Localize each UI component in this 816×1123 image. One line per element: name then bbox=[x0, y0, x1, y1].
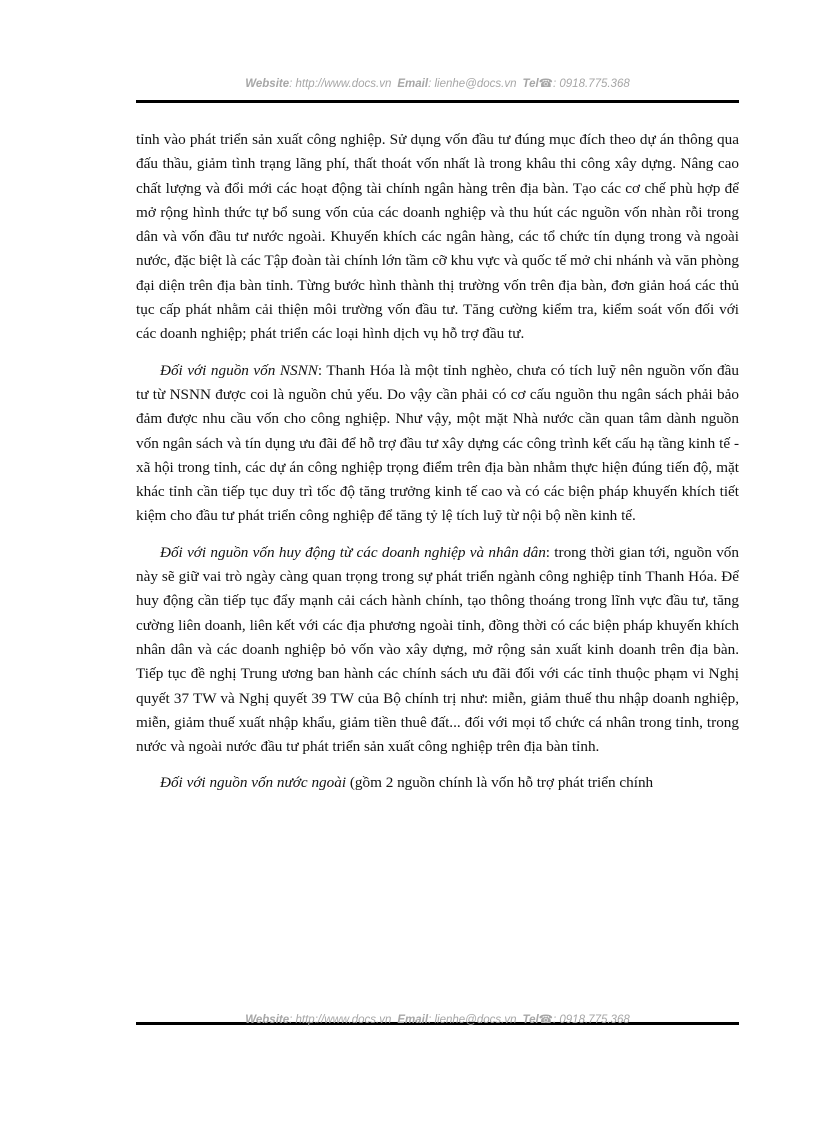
footer-website-label: Website bbox=[245, 1014, 290, 1026]
header-email-label: Email bbox=[397, 78, 429, 90]
header-website-url[interactable]: : http://www.docs.vn bbox=[289, 78, 392, 90]
paragraph-2 bbox=[136, 359, 739, 529]
footer-website-url[interactable]: : http://www.docs.vn bbox=[289, 1014, 392, 1026]
paragraph-3 bbox=[136, 541, 739, 760]
phone-icon: ☎ bbox=[538, 1014, 553, 1026]
header-tel-value: : 0918.775.368 bbox=[553, 78, 630, 90]
paragraph-2-text: : Thanh Hóa là một tỉnh nghèo, chưa có tích luỹ nên nguồn vốn đầu tư từ NSNN được coi là nguồn chủ yếu. Do vậy cần phải có cơ cấu nguồn thu ngân sách phải bảo đảm được nhu cầu vốn cho công nghiệp. Như vậy, một mặt Nhà nước cần quan tâm dành nguồn vốn ngân sách và tín dụng ưu đãi để hỗ trợ đầu tư xây dựng các công trình kết cấu hạ tầng kinh tế - xã hội trong tỉnh, các dự án công nghiệp trọng điểm trên địa bàn nhằm thực hiện đúng tiến độ, mặt khác tỉnh cần tiếp tục duy trì tốc độ tăng trưởng kinh tế cao và có các biện pháp khuyến khích tiết kiệm cho đầu tư phát triển công nghiệp để tăng tỷ lệ tích luỹ từ nội bộ nền kinh tế. bbox=[136, 361, 739, 525]
header-email-value[interactable]: : lienhe@docs.vn bbox=[428, 78, 517, 90]
paragraph-4-text: (gồm 2 nguồn chính là vốn hỗ trợ phát triển chính bbox=[346, 774, 654, 792]
header-website-label: Website bbox=[245, 78, 290, 90]
footer-tel-label: Tel bbox=[522, 1014, 539, 1026]
footer-email-label: Email bbox=[397, 1014, 429, 1026]
phone-icon: ☎ bbox=[538, 78, 553, 90]
paragraph-4-lead: Đối với nguồn vốn nước ngoài bbox=[160, 774, 347, 792]
footer-tel-value: : 0918.775.368 bbox=[553, 1014, 630, 1026]
paragraph-2-lead: Đối với nguồn vốn NSNN bbox=[160, 361, 318, 379]
header-tel-label: Tel bbox=[522, 78, 539, 90]
page-footer bbox=[136, 1012, 739, 1026]
document-body bbox=[136, 128, 739, 808]
header-divider bbox=[136, 100, 739, 103]
paragraph-1: tỉnh vào phát triển sản xuất công nghiệp. Sử dụng vốn đầu tư đúng mục đích theo dự án thông qua đấu thầu, giảm tình trạng lãng phí, thất thoát vốn nhất là trong khâu thi công xây dựng. Nâng cao chất lượng và đổi mới các hoạt động tài chính ngân hàng trên địa bàn. Tạo các cơ chế phù hợp để mở rộng hình thức tự bổ sung vốn của các doanh nghiệp và thu hút các nguồn vốn nhàn rỗi trong dân và vốn đầu tư nước ngoài. Khuyến khích các ngân hàng, các tổ chức tín dụng trong và ngoài nước, đặc biệt là các Tập đoàn tài chính lớn tầm cỡ khu vực và quốc tế mở chi nhánh và văn phòng đại diện trên địa bàn tỉnh. Từng bước hình thành thị trường vốn trên địa bàn, đơn giản hoá các thủ tục cấp phát nhằm cải thiện môi trường vốn đầu tư. Tăng cường kiểm tra, kiểm soát vốn đối với các doanh nghiệp; phát triển các loại hình dịch vụ hỗ trợ đầu tư. bbox=[136, 131, 739, 343]
footer-email-value[interactable]: : lienhe@docs.vn bbox=[428, 1014, 517, 1026]
paragraph-4 bbox=[136, 771, 739, 795]
paragraph-3-text: : trong thời gian tới, nguồn vốn này sẽ giữ vai trò ngày càng quan trọng trong sự phát triển ngành công nghiệp tỉnh Thanh Hóa. Để huy động cần tiếp tục đẩy mạnh cải cách hành chính, tạo thông thoáng trong lĩnh vực đầu tư, tăng cường liên doanh, liên kết với các địa phương ngoài tỉnh, đồng thời có các biện pháp khuyến khích nhân dân và các doanh nghiệp bỏ vốn vào xây dựng, mở rộng sản xuất kinh doanh trên địa bàn. Tiếp tục đề nghị Trung ương ban hành các chính sách ưu đãi đối với các tỉnh thuộc phạm vi Nghị quyết 37 TW và Nghị quyết 39 TW của Bộ chính trị như: miễn, giảm thuế thu nhập doanh nghiệp, miễn, giảm thuế xuất nhập khẩu, giảm tiền thuê đất... đối với mọi tổ chức cá nhân trong tỉnh, trong nước và ngoài nước đầu tư phát triển sản xuất công nghiệp trên địa bàn tỉnh. bbox=[136, 543, 739, 756]
paragraph-3-lead: Đối với nguồn vốn huy động từ các doanh nghiệp và nhân dân bbox=[160, 543, 546, 561]
page-header bbox=[136, 76, 739, 90]
